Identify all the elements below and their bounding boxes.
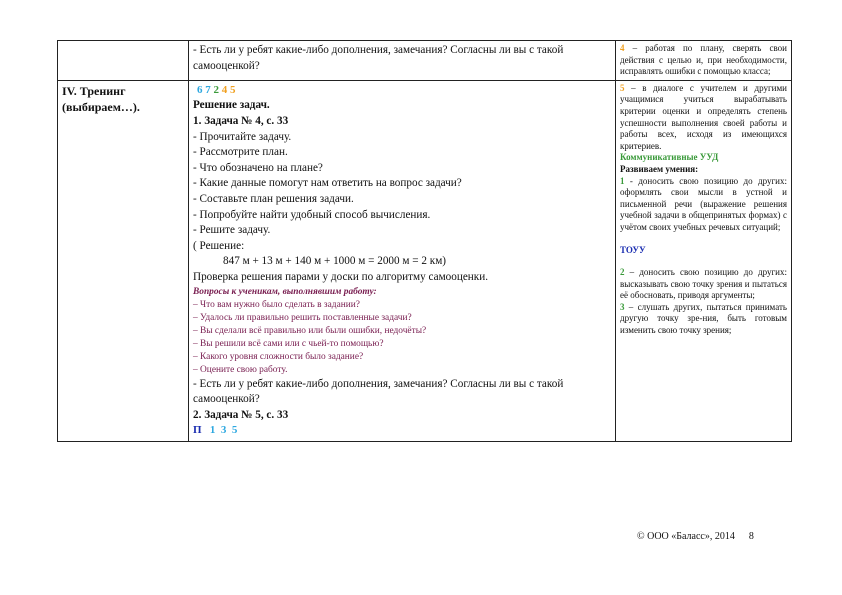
uud-item-2 [620,267,787,302]
stage-cell-empty [58,41,189,81]
step-item: - Попробуйте найти удобный способ вычисления. [193,208,431,221]
skill-letter: П [193,424,202,437]
uud-number: 2 [620,267,625,278]
question-item: – Какого уровня сложности было задание? [193,351,364,362]
table-row [58,80,792,441]
solution-calc: 847 м + 13 м + 140 м + 1000 м = 2000 м = 2 км) [223,255,447,268]
uud-cell [616,80,792,441]
skill-numbers [193,423,611,439]
uud-number: 4 [620,43,625,53]
section-title: Решение задач. [193,99,270,112]
uud-text: – слушать других, пытаться принимать другую точку зре-ния, быть готовым изменить свою точку зрения; [620,301,787,336]
activity-cell [189,80,616,441]
uud-text: – доносить свою позицию до других: высказывать свою точку зрения и пытаться её обосновать, приводя аргументы; [620,267,787,301]
skill-number: 4 [221,83,228,96]
page-number: 8 [748,531,754,542]
uud-cell [616,41,792,81]
skill-number: 2 [213,83,219,96]
skill-number: 7 [205,83,211,96]
skill-number: 6 [197,83,203,96]
uud-text: – работая по плану, сверять свои действия с целью и, при необходимости, исправлять ошибки с помощью класса; [620,43,787,77]
uud-item-4 [620,43,787,78]
question-item: – Оцените свою работу. [193,364,288,375]
skill-number: 1 [209,424,216,437]
uud-item-5 [620,83,787,153]
step-item: - Прочитайте задачу. [193,130,292,143]
copyright-text: © ООО «Баласс», 2014 [637,531,735,542]
task-2-title: 2. Задача № 5, с. 33 [193,408,289,421]
uud-number: 5 [620,82,625,93]
task-1-title: 1. Задача № 4, с. 33 [193,114,289,127]
step-item: - Составьте план решения задачи. [193,192,354,205]
skill-number: 3 [220,424,227,437]
uud-item-1 [620,176,787,234]
questions-title: Вопросы к ученикам, выполнявшим работу: [193,286,377,297]
question-item: – Вы решили всё сами или с чьей-то помощью? [193,338,384,349]
communicative-heading: Коммуникативные УУД [620,152,719,163]
question-item: – Удалось ли правильно решить поставленные задачи? [193,312,412,323]
stage-cell [58,80,189,441]
uud-number: 1 [620,175,625,186]
step-item: - Рассмотрите план. [193,146,288,159]
check-instruction: Проверка решения парами у доски по алгоритму самооценки. [193,270,489,283]
page-footer [637,531,754,542]
table-row [58,41,792,81]
develop-label: Развиваем умения: [620,163,699,174]
lesson-table [57,40,792,442]
activity-cell [189,41,616,81]
skill-number: 5 [230,83,236,96]
question-item: – Вы сделали всё правильно или были ошибки, недочёты? [193,325,427,336]
solution-open: ( Решение: [193,239,245,252]
step-item: - Какие данные помогут нам ответить на вопрос задачи? [193,177,462,190]
addition-question: - Есть ли у ребят какие-либо дополнения, замечания? Согласны ли вы с такой самооценкой? [193,44,564,72]
uud-item-3 [620,302,787,337]
uud-number: 3 [620,301,625,312]
step-item: - Решите задачу. [193,224,271,237]
step-item: - Что обозначено на плане? [193,161,323,174]
skill-numbers [193,83,611,99]
uud-text: - доносить свою позицию до других: оформлять свои мысли в устной и письменной речи (выражение решения учебной задачи в общепринятых формах) с учётом своих учебных речевых ситуаций; [620,175,787,232]
question-item: – Что вам нужно было сделать в задании? [193,299,360,310]
addition-question: - Есть ли у ребят какие-либо дополнения, замечания? Согласны ли вы с такой самооценкой? [193,377,564,406]
uud-text: – в диалоге с учителем и другими учащимися учиться вырабатывать критерии оценки и определять степень успешности выполнения своей работы и работы всех, исходя из имеющихся критериев. [620,82,787,151]
touu-heading: ТОУУ [620,244,646,255]
skill-number: 5 [231,424,238,437]
stage-title: IV. Тренинг (выбираем…). [62,83,140,114]
